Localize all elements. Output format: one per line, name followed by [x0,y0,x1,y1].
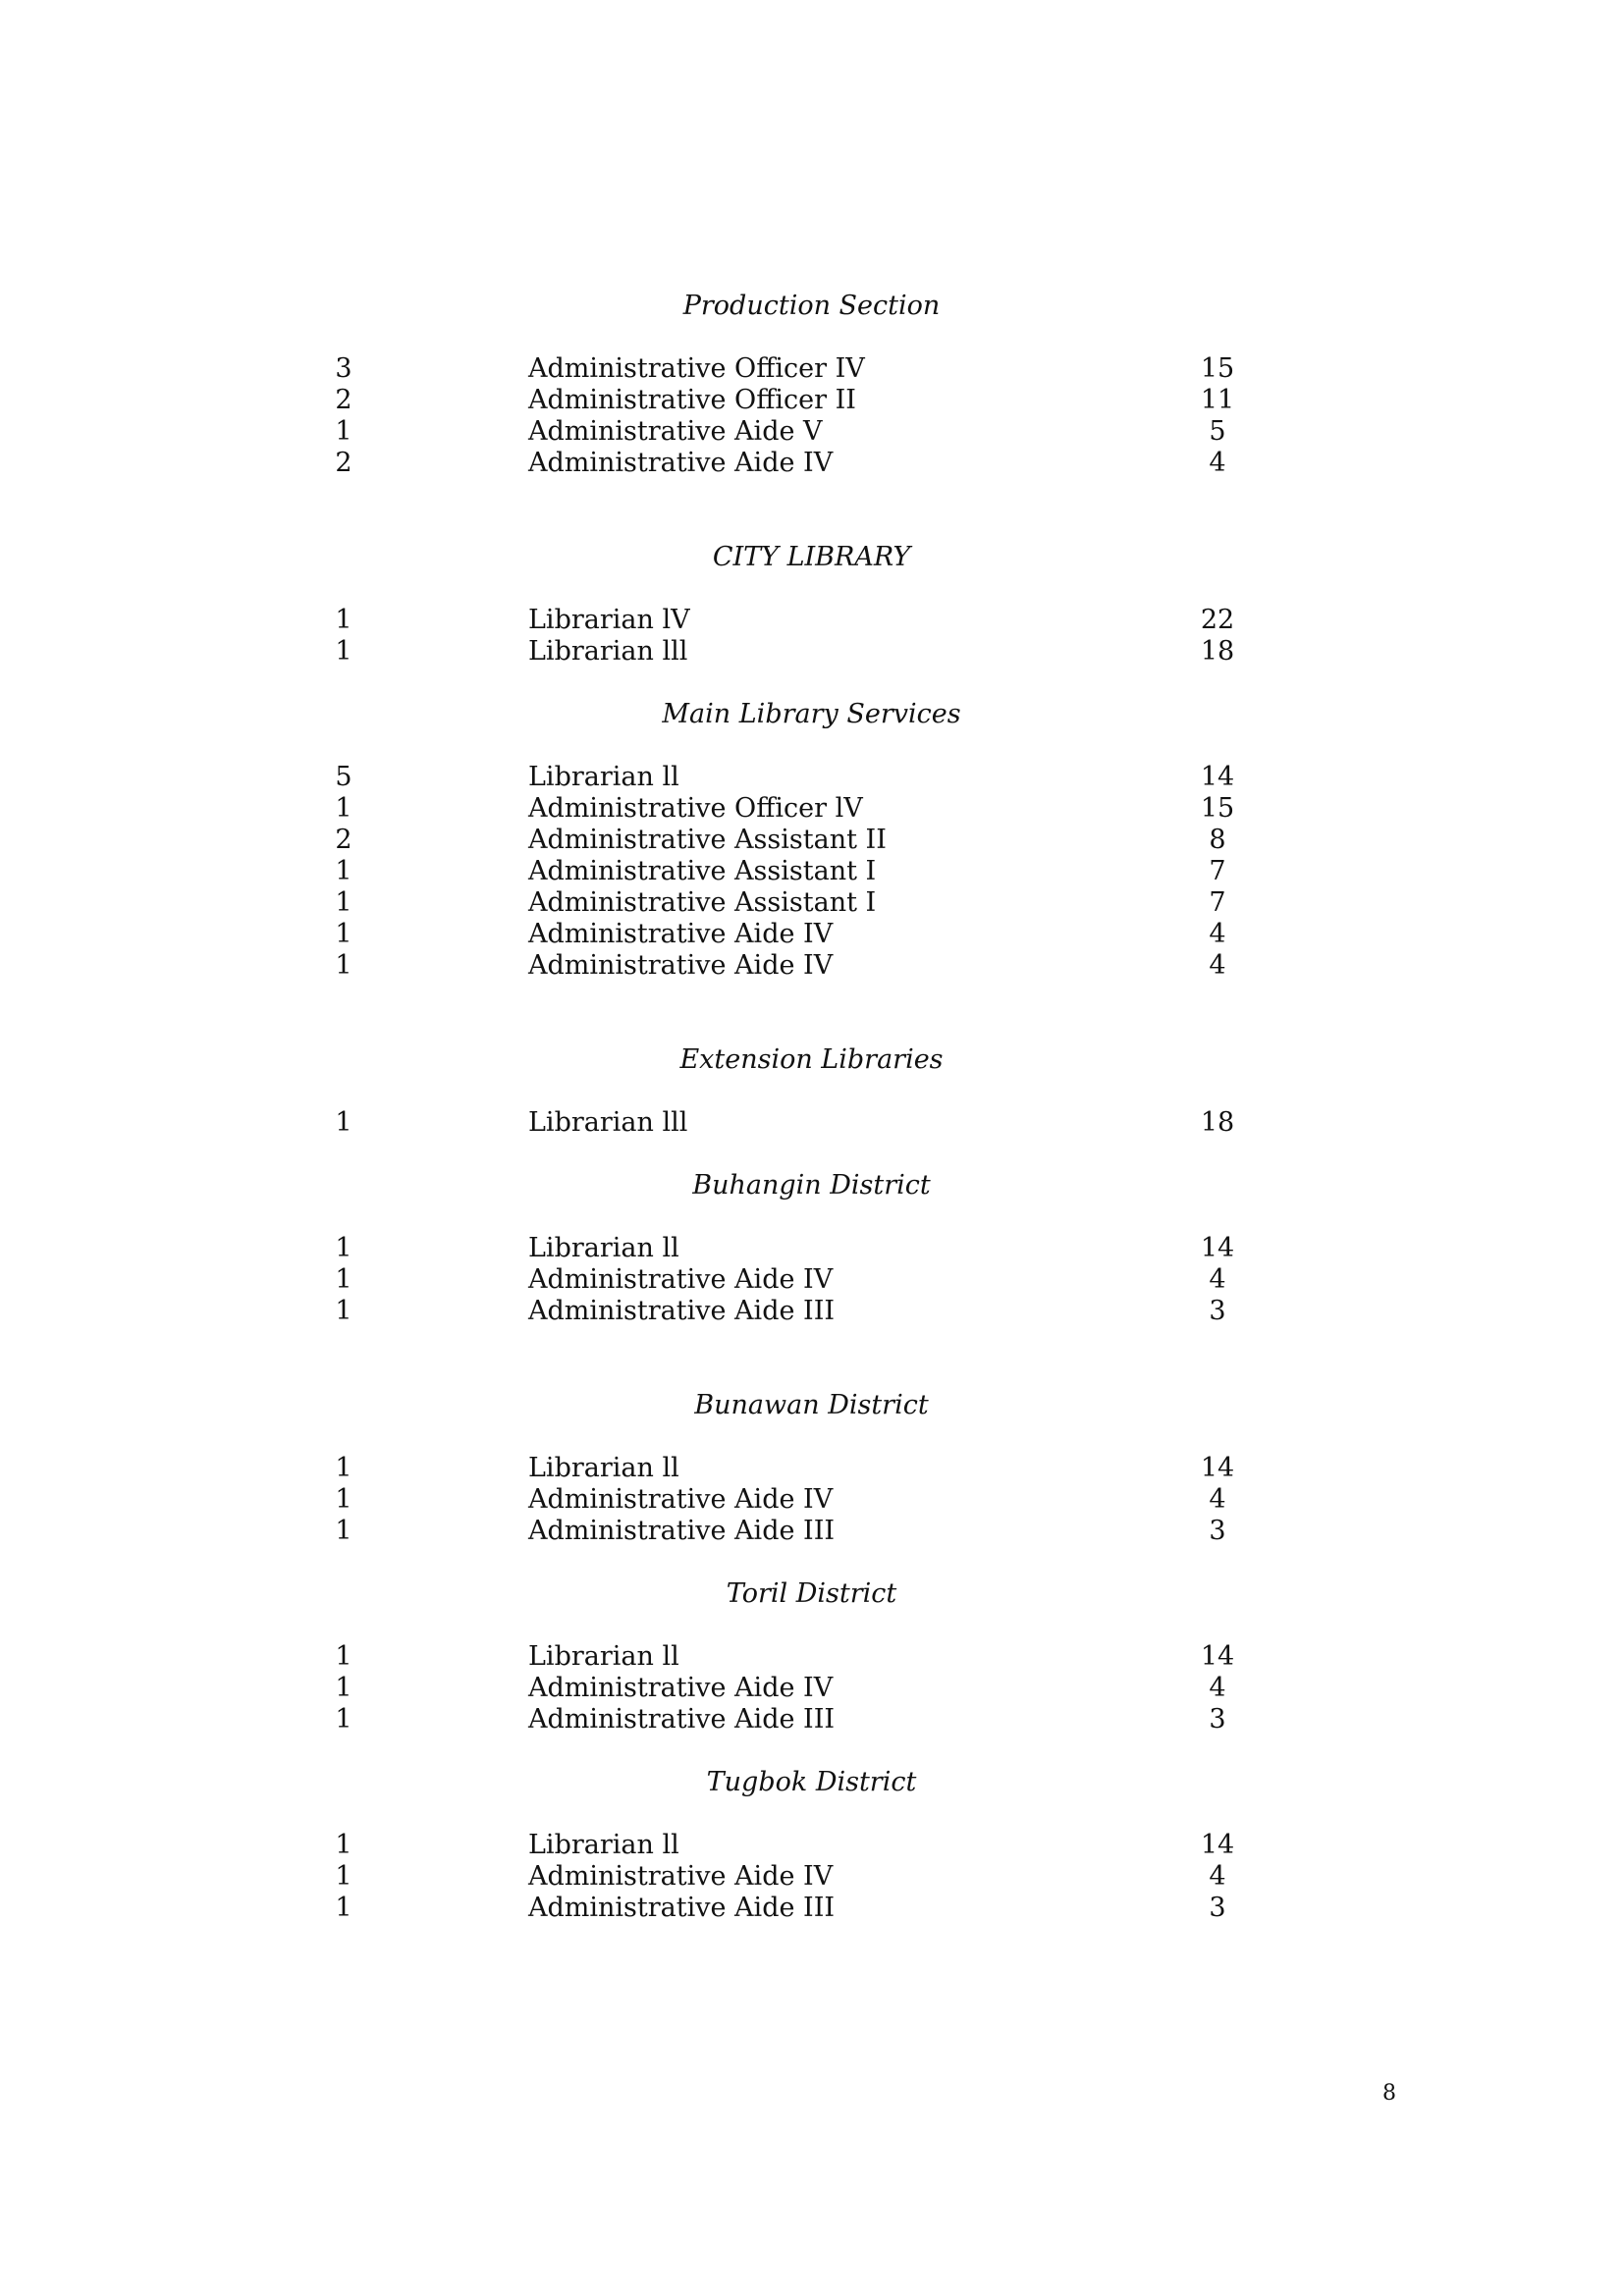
quantity-cell: 1 [335,1861,352,1892]
salary-grade-cell: 14 [1200,1641,1235,1672]
quantity-cell: 1 [335,1641,352,1672]
salary-grade-cell: 7 [1209,887,1226,918]
position-title-cell: Administrative Officer II [528,385,856,415]
quantity-cell: 1 [335,856,352,886]
position-title-cell: Librarian ll [528,1641,679,1672]
salary-grade-cell: 4 [1209,950,1226,981]
salary-grade-cell: 5 [1209,416,1226,447]
staffing-row [0,950,1623,982]
section-heading-production-section: Production Section [682,291,941,321]
position-title-cell: Administrative Aide IV [528,1484,834,1515]
quantity-cell: 1 [335,1516,352,1546]
salary-grade-cell: 14 [1200,1830,1235,1860]
position-title-cell: Administrative Assistant II [528,825,887,855]
staffing-row [0,353,1623,385]
staffing-row [0,887,1623,919]
section-heading-extension-libraries: Extension Libraries [679,1044,944,1075]
position-title-cell: Administrative Aide IV [528,448,834,478]
quantity-cell: 1 [335,919,352,949]
position-title-cell: Administrative Aide III [528,1704,836,1735]
salary-grade-cell: 18 [1200,636,1235,667]
staffing-row [0,1516,1623,1547]
position-title-cell: Administrative Aide III [528,1296,836,1326]
position-title-cell: Librarian ll [528,1233,679,1263]
position-title-cell: Administrative Aide III [528,1893,836,1923]
quantity-cell: 1 [335,1484,352,1515]
quantity-cell: 2 [335,448,352,478]
salary-grade-cell: 4 [1209,1484,1226,1515]
position-title-cell: Administrative Aide V [528,416,823,447]
staffing-row [0,1893,1623,1924]
quantity-cell: 2 [335,385,352,415]
staffing-row [0,1704,1623,1735]
staffing-row [0,793,1623,825]
position-title-cell: Administrative Assistant I [528,856,877,886]
quantity-cell: 1 [335,1673,352,1703]
staffing-row [0,1673,1623,1704]
position-title-cell: Administrative Aide IV [528,919,834,949]
page-number: 8 [1382,2081,1396,2106]
quantity-cell: 1 [335,605,352,635]
quantity-cell: 1 [335,950,352,981]
quantity-cell: 1 [335,1893,352,1923]
salary-grade-cell: 4 [1209,1861,1226,1892]
section-heading-city-library: CITY LIBRARY [712,542,911,572]
staffing-row [0,856,1623,887]
quantity-cell: 1 [335,636,352,667]
salary-grade-cell: 18 [1200,1107,1235,1138]
quantity-cell: 1 [335,793,352,824]
position-title-cell: Administrative Officer IV [528,353,865,384]
staffing-row [0,605,1623,636]
quantity-cell: 1 [335,887,352,918]
section-heading-bunawan-district: Bunawan District [694,1390,929,1420]
staffing-row [0,448,1623,479]
staffing-row [0,1107,1623,1139]
staffing-row [0,1641,1623,1673]
quantity-cell: 1 [335,1107,352,1138]
salary-grade-cell: 8 [1209,825,1226,855]
quantity-cell: 2 [335,825,352,855]
position-title-cell: Administrative Officer lV [528,793,863,824]
salary-grade-cell: 4 [1209,1673,1226,1703]
staffing-row [0,1233,1623,1264]
section-heading-main-library-services: Main Library Services [662,699,961,729]
staffing-row [0,1296,1623,1327]
position-title-cell: Librarian lV [528,605,690,635]
staffing-row [0,1830,1623,1861]
position-title-cell: Administrative Aide IV [528,1861,834,1892]
salary-grade-cell: 3 [1209,1893,1226,1923]
position-title-cell: Administrative Aide IV [528,1673,834,1703]
staffing-row [0,636,1623,667]
salary-grade-cell: 7 [1209,856,1226,886]
salary-grade-cell: 3 [1209,1704,1226,1735]
salary-grade-cell: 4 [1209,919,1226,949]
quantity-cell: 1 [335,1233,352,1263]
quantity-cell: 5 [335,762,352,792]
staffing-row [0,919,1623,950]
position-title-cell: Librarian lll [528,636,688,667]
salary-grade-cell: 14 [1200,1453,1235,1483]
section-heading-toril-district: Toril District [726,1578,897,1609]
quantity-cell: 1 [335,416,352,447]
quantity-cell: 1 [335,1704,352,1735]
salary-grade-cell: 4 [1209,1264,1226,1295]
position-title-cell: Administrative Aide IV [528,950,834,981]
staffing-row [0,1264,1623,1296]
salary-grade-cell: 15 [1200,353,1235,384]
staffing-row [0,825,1623,856]
staffing-row [0,416,1623,448]
quantity-cell: 3 [335,353,352,384]
quantity-cell: 1 [335,1264,352,1295]
position-title-cell: Administrative Aide IV [528,1264,834,1295]
position-title-cell: Librarian ll [528,1453,679,1483]
staffing-row [0,762,1623,793]
quantity-cell: 1 [335,1453,352,1483]
salary-grade-cell: 3 [1209,1516,1226,1546]
salary-grade-cell: 15 [1200,793,1235,824]
salary-grade-cell: 22 [1200,605,1235,635]
position-title-cell: Administrative Assistant I [528,887,877,918]
staffing-row [0,1453,1623,1484]
salary-grade-cell: 4 [1209,448,1226,478]
position-title-cell: Administrative Aide III [528,1516,836,1546]
salary-grade-cell: 14 [1200,762,1235,792]
staffing-row [0,1861,1623,1893]
position-title-cell: Librarian ll [528,1830,679,1860]
section-heading-buhangin-district: Buhangin District [692,1170,931,1201]
salary-grade-cell: 11 [1200,385,1235,415]
staffing-row [0,385,1623,416]
section-heading-tugbok-district: Tugbok District [706,1767,917,1797]
position-title-cell: Librarian ll [528,762,679,792]
position-title-cell: Librarian lll [528,1107,688,1138]
staffing-row [0,1484,1623,1516]
salary-grade-cell: 3 [1209,1296,1226,1326]
salary-grade-cell: 14 [1200,1233,1235,1263]
quantity-cell: 1 [335,1296,352,1326]
quantity-cell: 1 [335,1830,352,1860]
